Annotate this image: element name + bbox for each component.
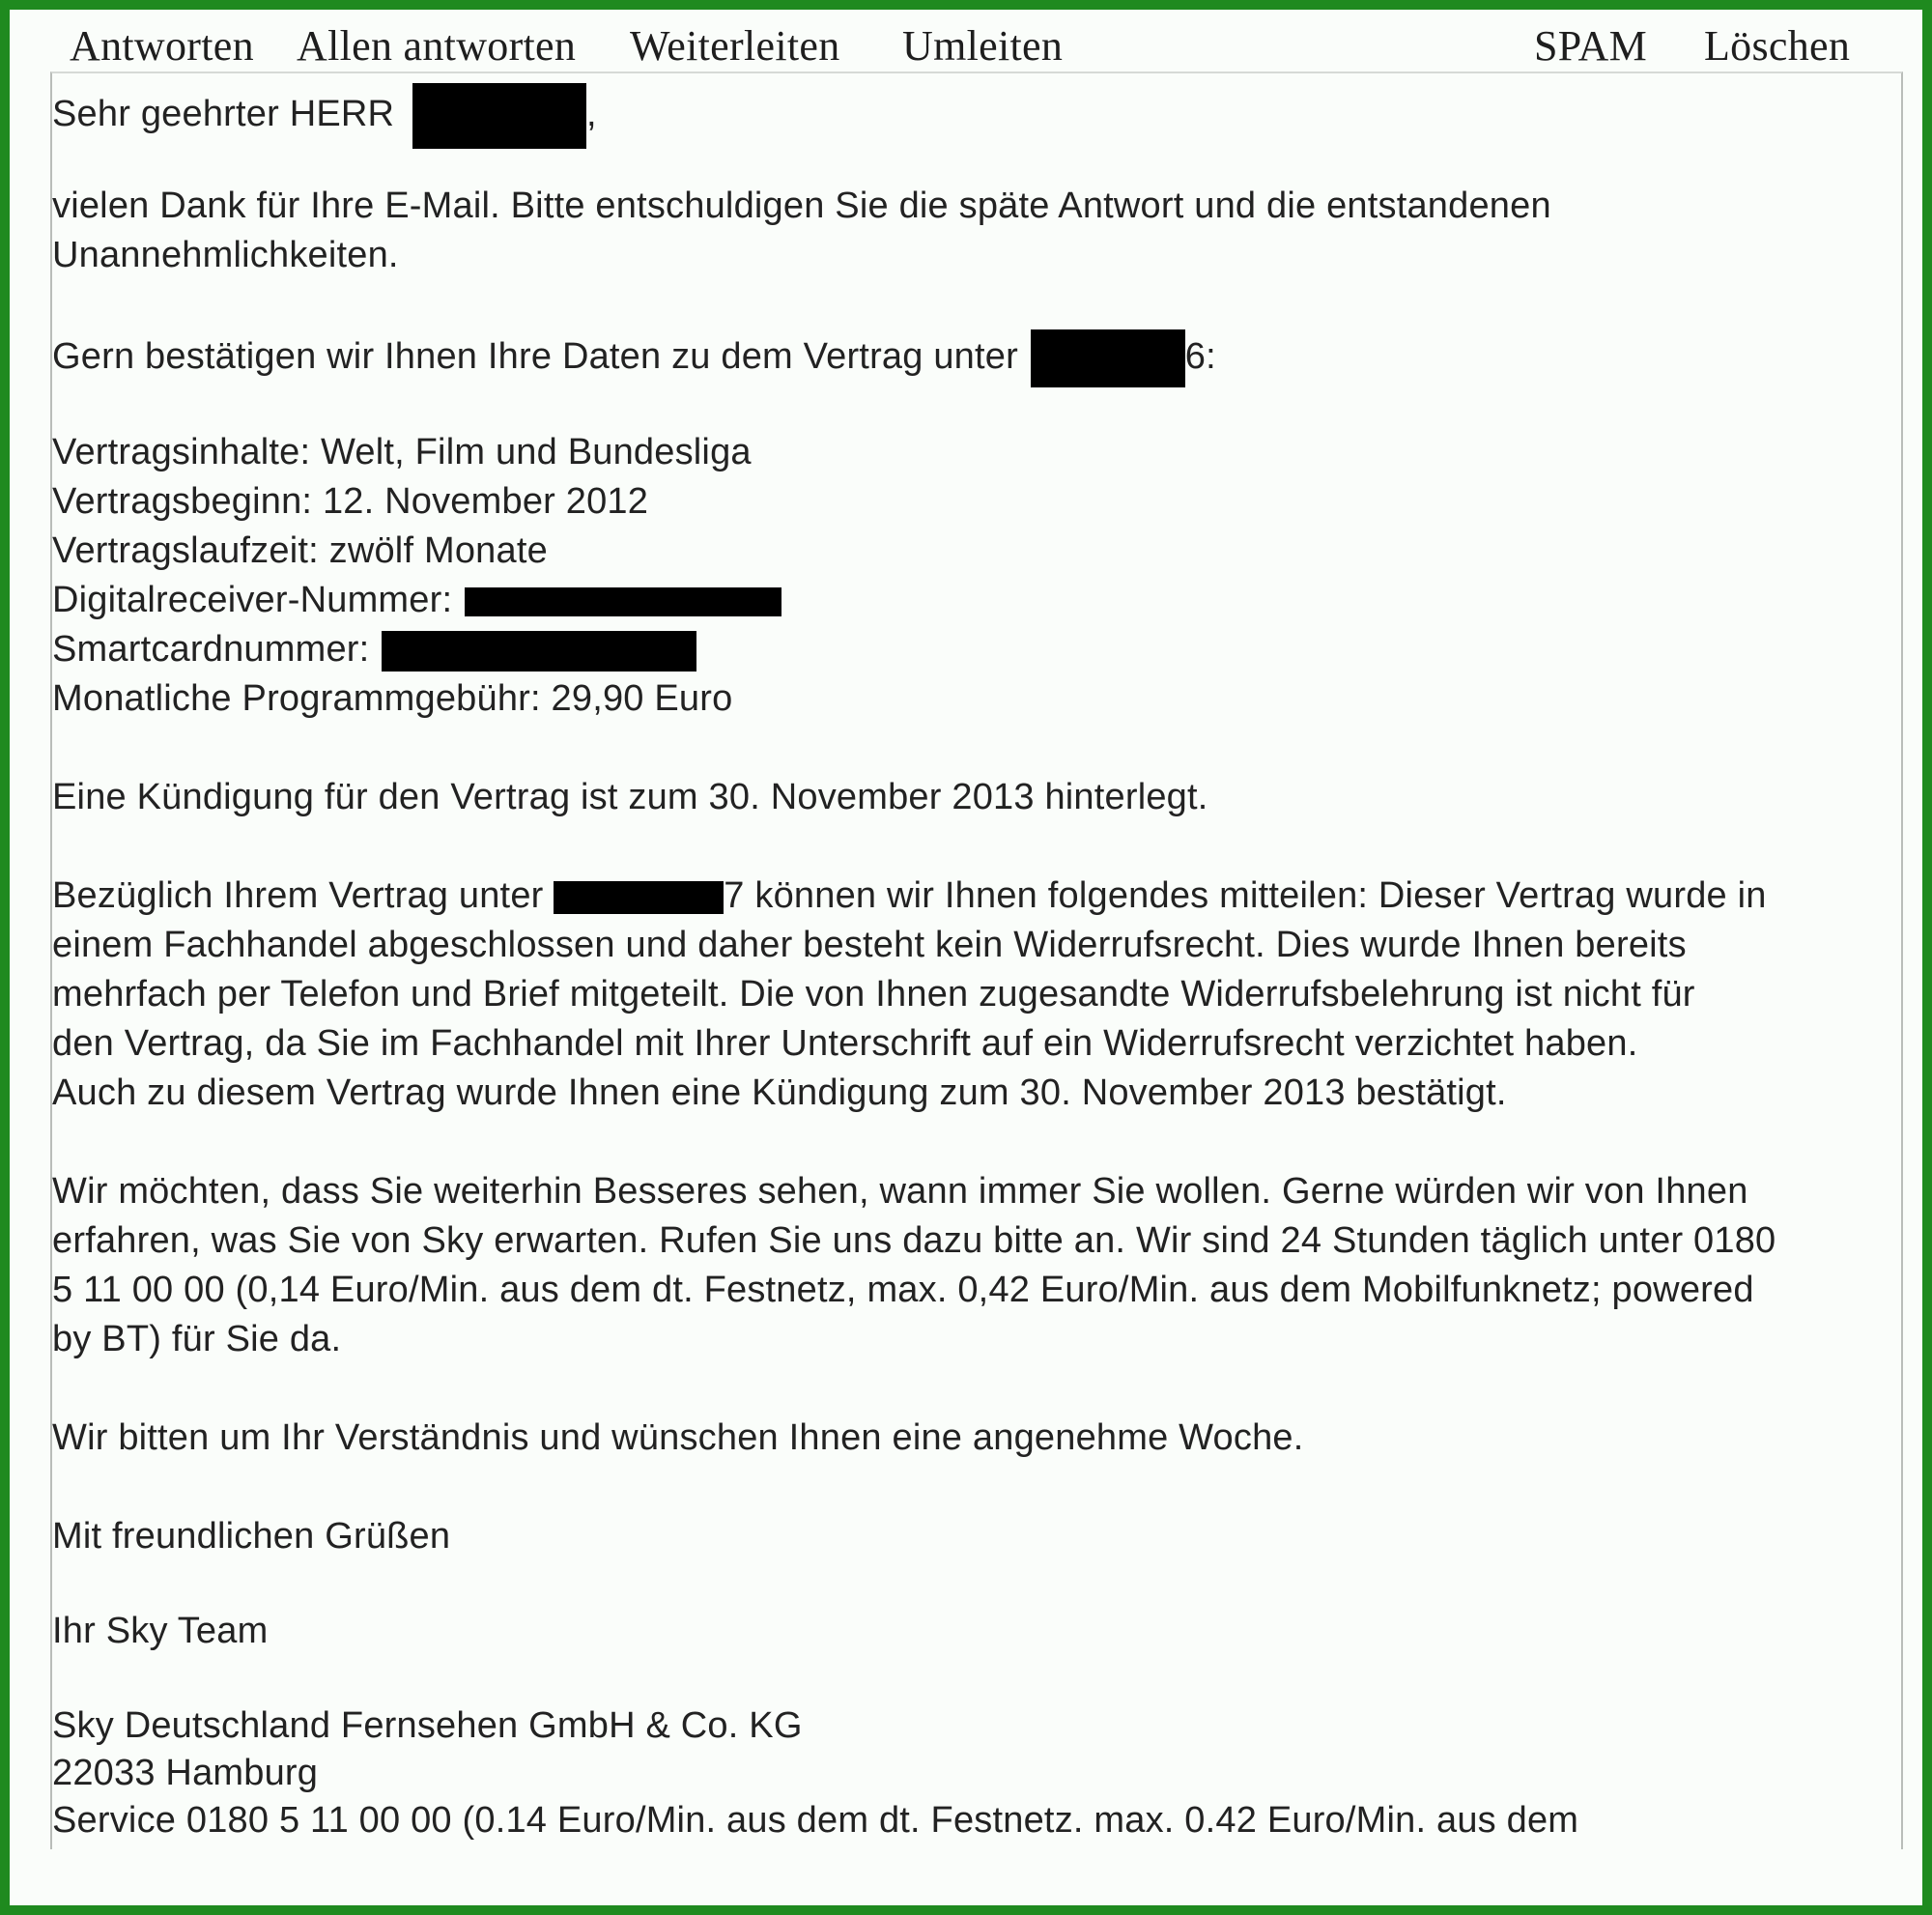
paragraph-line: 5 11 00 00 (0,14 Euro/Min. aus dem dt. Festnetz, max. 0,42 Euro/Min. aus dem Mobilfunknetz; powered (52, 1270, 1754, 1310)
contract-detail: Vertragsbeginn: 12. November 2012 (52, 481, 649, 522)
redacted-smartcard-number (382, 631, 696, 672)
paragraph-line: Wir möchten, dass Sie weiterhin Besseres sehen, wann immer Sie wollen. Gerne würden wir von Ihnen (52, 1171, 1748, 1212)
paragraph-line: Eine Kündigung für den Vertrag ist zum 30. November 2013 hinterlegt. (52, 777, 1208, 817)
contract-detail: Monatliche Programmgebühr: 29,90 Euro (52, 678, 733, 719)
reply-all-button[interactable]: Allen antworten (297, 22, 577, 70)
greeting-comma: , (585, 94, 597, 135)
paragraph-line: vielen Dank für Ihre E-Mail. Bitte entschuldigen Sie die späte Antwort und die entstandenen (52, 186, 1551, 226)
paragraph-line: einem Fachhandel abgeschlossen und daher besteht kein Widerrufsrecht. Dies wurde Ihnen bereits (52, 925, 1687, 965)
smartcard-label: Smartcardnummer: (52, 629, 370, 670)
forward-button[interactable]: Weiterleiten (630, 22, 840, 70)
contract-confirmation-line (52, 329, 1216, 387)
contract-reference-suffix: 7 können wir Ihnen folgendes mitteilen: Dieser Vertrag wurde in (724, 875, 1767, 916)
paragraph-line: erfahren, was Sie von Sky erwarten. Rufen Sie uns dazu bitte an. Wir sind 24 Stunden täglich unter 0180 (52, 1220, 1776, 1261)
company-name: Sky Deutschland Fernsehen GmbH & Co. KG (52, 1705, 803, 1746)
paragraph-line (52, 872, 1767, 920)
paragraph-line: mehrfach per Telefon und Brief mitgeteilt. Die von Ihnen zugesandte Widerrufsbelehrung ist nicht für (52, 974, 1695, 1015)
paragraph-line: Auch zu diesem Vertrag wurde Ihnen eine Kündigung zum 30. November 2013 bestätigt. (52, 1072, 1507, 1113)
paragraph-line: Unannehmlichkeiten. (52, 235, 399, 275)
signature-line: Ihr Sky Team (52, 1611, 269, 1651)
redacted-receiver-number (465, 587, 781, 616)
confirmation-suffix: 6: (1184, 336, 1216, 378)
smartcard-number-line (52, 625, 696, 673)
mail-toolbar (10, 10, 1922, 79)
paragraph-line: Wir bitten um Ihr Verständnis und wünschen Ihnen eine angenehme Woche. (52, 1417, 1304, 1458)
redacted-name (412, 83, 586, 149)
contract-reference-text: Bezüglich Ihrem Vertrag unter (52, 875, 544, 916)
delete-button[interactable]: Löschen (1704, 22, 1851, 70)
greeting-text: Sehr geehrter HERR (52, 94, 395, 135)
message-body (50, 71, 1903, 1849)
contract-detail: Vertragsinhalte: Welt, Film und Bundesliga (52, 432, 752, 472)
greeting-line (52, 83, 597, 149)
closing-line: Mit freundlichen Grüßen (52, 1516, 451, 1557)
contract-detail: Vertragslaufzeit: zwölf Monate (52, 530, 548, 571)
redacted-contract-number (554, 881, 724, 914)
paragraph-line: den Vertrag, da Sie im Fachhandel mit Ihrer Unterschrift auf ein Widerrufsrecht verzichtet haben. (52, 1023, 1638, 1064)
confirmation-text: Gern bestätigen wir Ihnen Ihre Daten zu dem Vertrag unter (52, 336, 1018, 378)
reply-button[interactable]: Antworten (70, 22, 254, 70)
paragraph-line: by BT) für Sie da. (52, 1319, 342, 1359)
company-city: 22033 Hamburg (52, 1753, 319, 1793)
spam-button[interactable]: SPAM (1534, 22, 1648, 70)
service-hotline: Service 0180 5 11 00 00 (0.14 Euro/Min. aus dem dt. Festnetz. max. 0.42 Euro/Min. aus dem (52, 1800, 1579, 1841)
redirect-button[interactable]: Umleiten (902, 22, 1064, 70)
receiver-number-line (52, 576, 781, 624)
receiver-label: Digitalreceiver-Nummer: (52, 580, 453, 620)
redacted-contract-number (1031, 329, 1185, 387)
